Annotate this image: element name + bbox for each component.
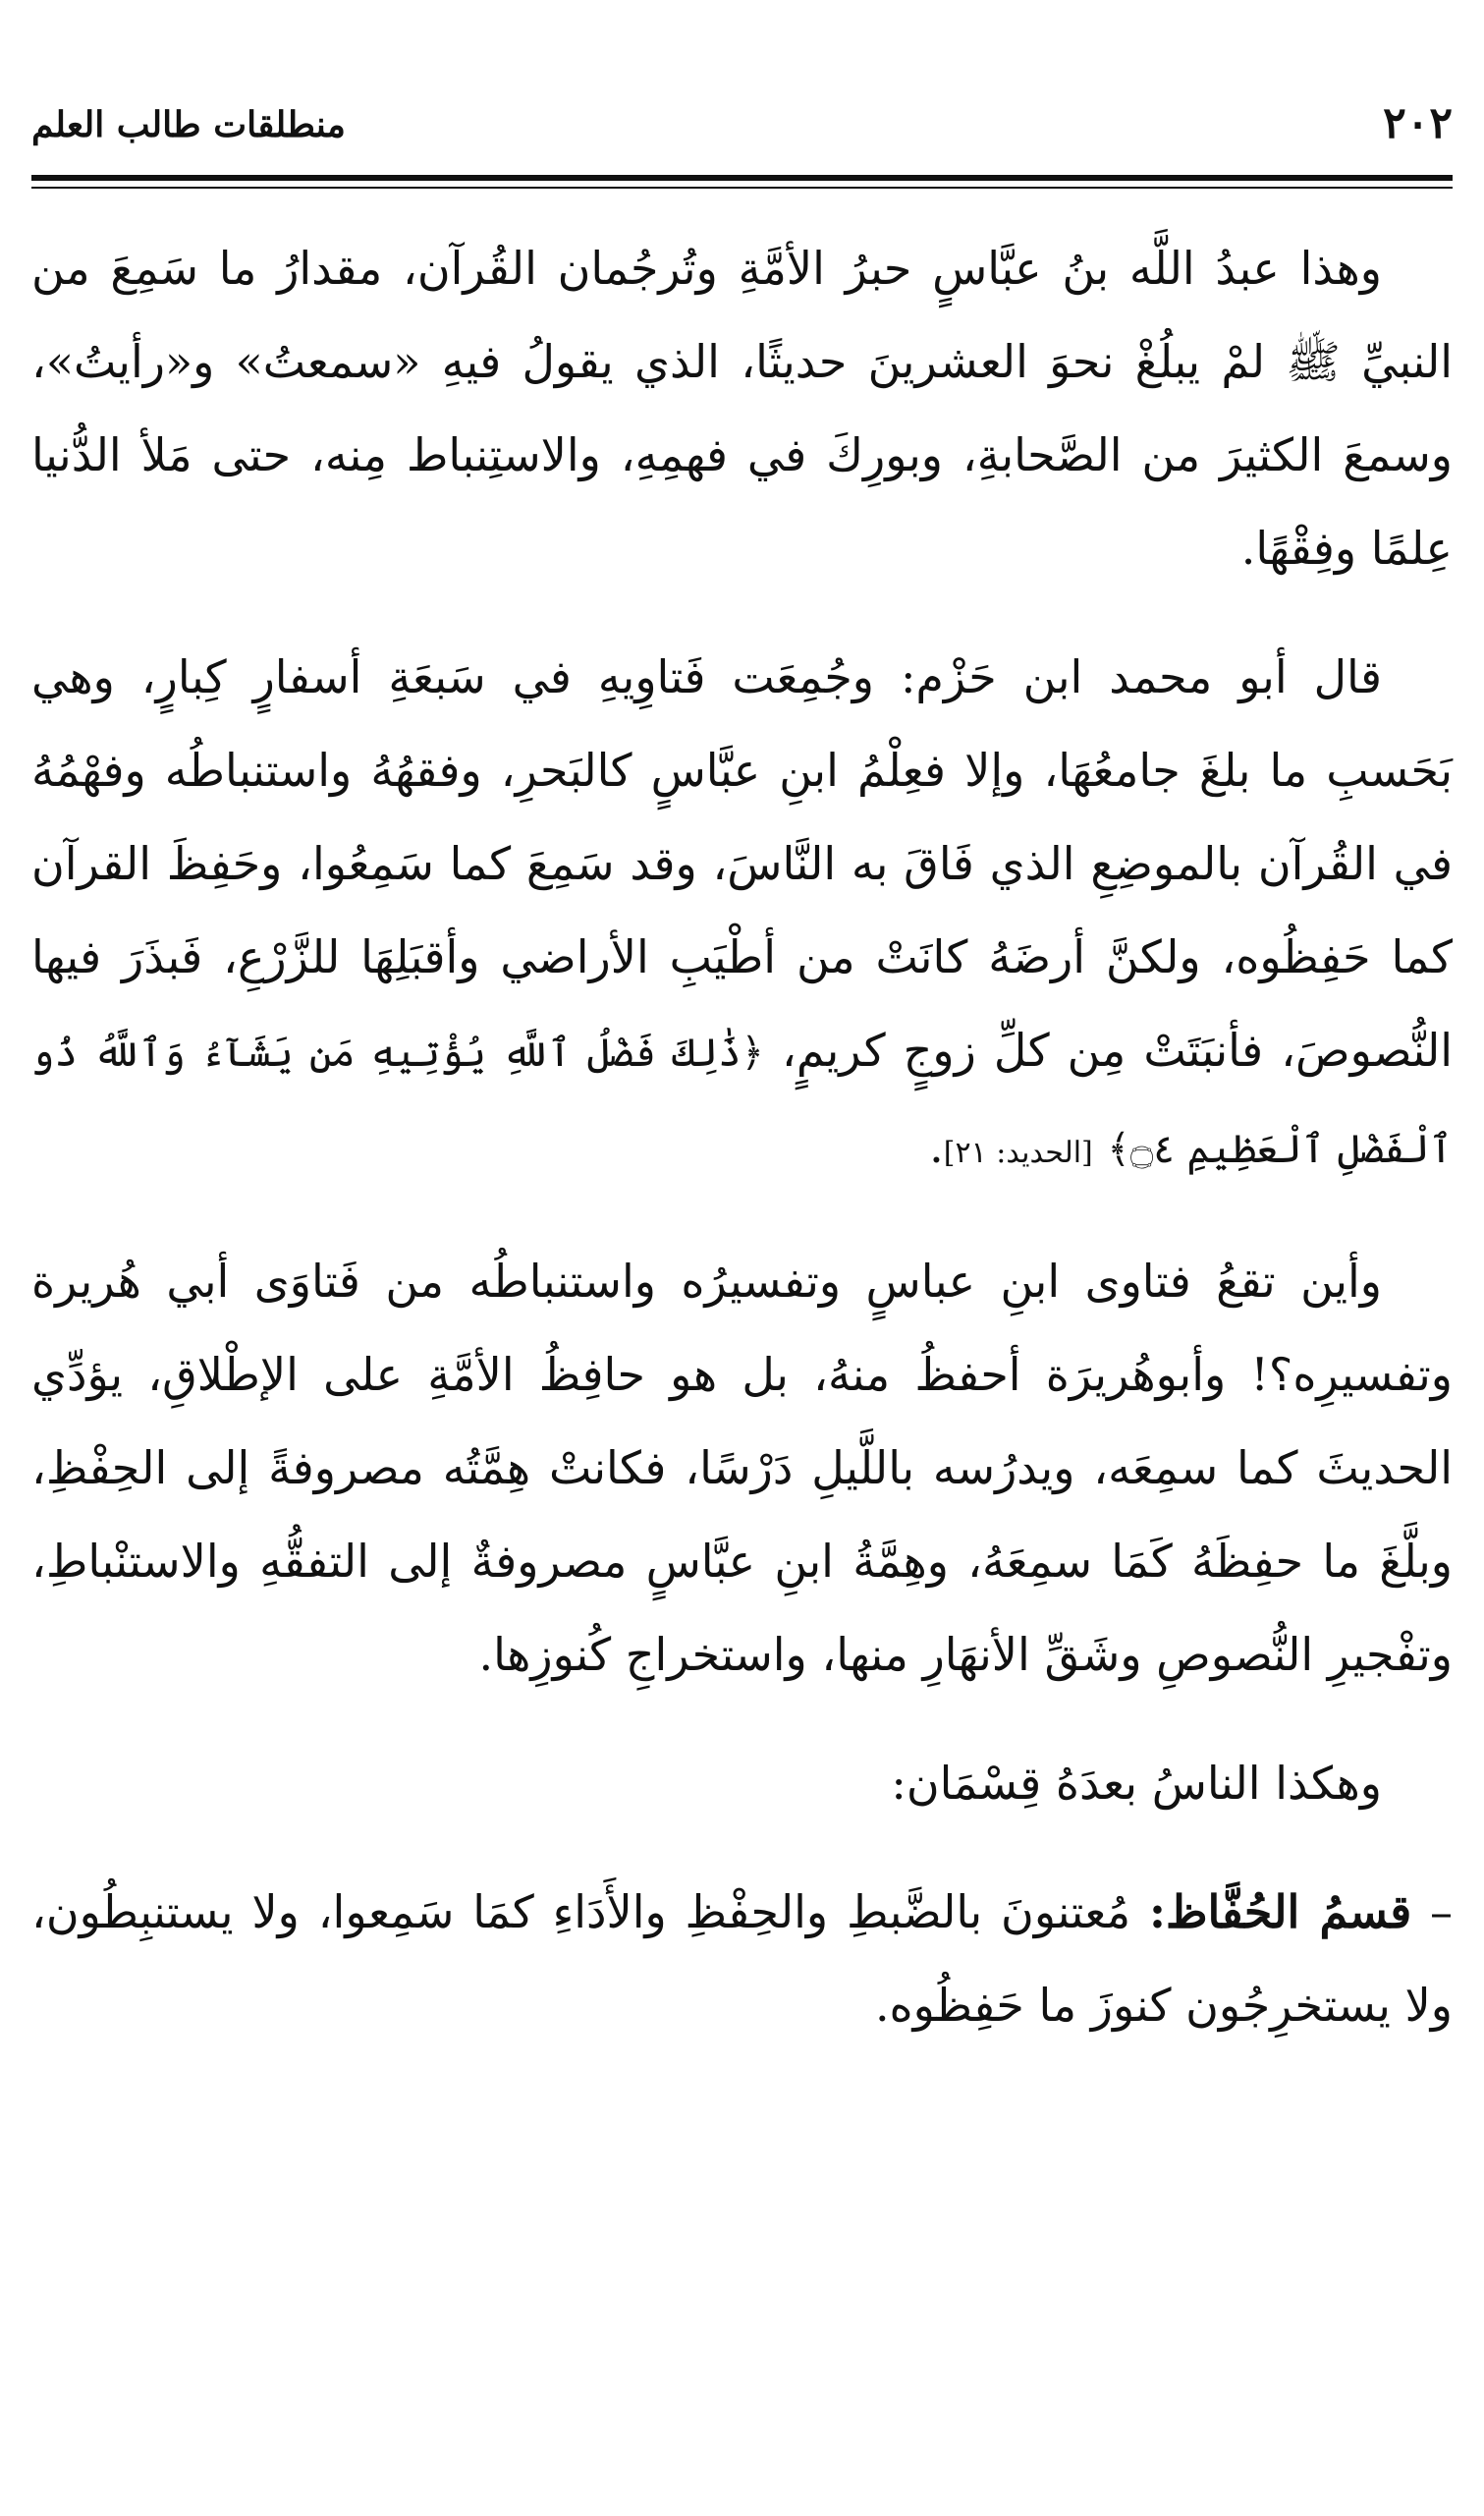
header-rule-thin [31,187,1453,189]
book-page [31,94,1453,2472]
paragraph-two-groups: وهكذا الناسُ بعدَهُ قِسْمَان: [891,1757,1382,1810]
quran-citation: [الحديد: ٢١] [943,1136,1093,1170]
paragraph-end-mark: . [929,1120,944,1173]
list-dash: – [1430,1885,1454,1938]
paragraph-abu-hurayra: وأين تقعُ فتاوى ابنِ عباسٍ وتفسيرُه واستنباطُه من فَتاوَى أبي هُريرة وتفسيرِه؟! وأبوهُريرَة أحفظُ منهُ، بل هو حافِظُ الأمَّةِ على الإطْلاقِ، يؤدِّي الحديثَ كما سمِعَه، ويدرُسه باللَّيلِ دَرْسًا، فكانتْ هِمَّتُه مصروفةً إلى الحِفْظِ، وبلَّغَ ما حفِظَهُ كَمَا سمِعَهُ، وهِمَّةُ ابنِ عبَّاسٍ مصروفةٌ إلى التفقُّهِ والاستنْباطِ، وتفْجيرِ النُّصوصِ وشَقِّ الأنهَارِ منها، واستخراجِ كُنوزِها. [31,1255,1453,1681]
paragraph-ibn-hazm [31,631,1453,1200]
quran-verse: ﴿ذَٰلِكَ فَضْلُ ٱللَّهِ يُؤْتِيهِ مَن يَشَآءُ وَٱللَّهُ ذُو ٱلْفَضْلِ ٱلْعَظِيمِ ۝٤﴾ [31,1031,1453,1172]
page-header [31,94,1453,163]
huffaz-title: قسمُ الحُفَّاظ: [1149,1885,1412,1938]
paragraph-ibn-abbas: وهذا عبدُ اللَّه بنُ عبَّاسٍ حبرُ الأمَّةِ وتُرجُمان القُرآن، مقدارُ ما سَمِعَ من النبيِّ ﷺ لمْ يبلُغْ نحوَ العشرينَ حديثًا، الذي يقولُ فيهِ «سمعتُ» و«رأيتُ»، وسمعَ الكثيرَ من الصَّحابةِ، وبورِكَ في فهمِهِ، والاستِنباط مِنه، حتى مَلأ الدُّنيا عِلمًا وفِقْهًا. [31,242,1453,575]
running-title: منطلقات طالب العلم [31,104,346,145]
huffaz-text: مُعتنونَ بالضَّبطِ والحِفْظِ والأَدَاءِ كمَا سَمِعوا، ولا يستنبِطُون، ولا يستخرِجُون كنوزَ ما حَفِظُوه. [31,1885,1453,2032]
page-number: ٢٠٢ [1383,98,1453,148]
header-rule-thick [31,175,1453,181]
page-body [31,222,1453,2052]
paragraph-huffaz [31,1866,1453,2052]
paragraph-ibn-hazm-text: قال أبو محمد ابن حَزْم: وجُمِعَت فَتاوِيهِ في سَبعَةِ أسفارٍ كِبارٍ، وهي بَحَسبِ ما بلغَ جامعُهَا، وإلا فعِلْمُ ابنِ عبَّاسٍ كالبَحرِ، وفقهُهُ واستنباطُه وفهْمُهُ في القُرآن بالموضِعِ الذي فَاقَ به النَّاسَ، وقد سَمِعَ كما سَمِعُوا، وحَفِظَ القرآن كما حَفِظُوه، ولكنَّ أرضَهُ كانَتْ من أطْيَبِ الأراضي وأقبَلِهَا للزَّرْعِ، فَبذَرَ فيها النُّصوصَ، فأنبَتَتْ مِن كلِّ زوجٍ كريمٍ، [31,650,1453,1077]
